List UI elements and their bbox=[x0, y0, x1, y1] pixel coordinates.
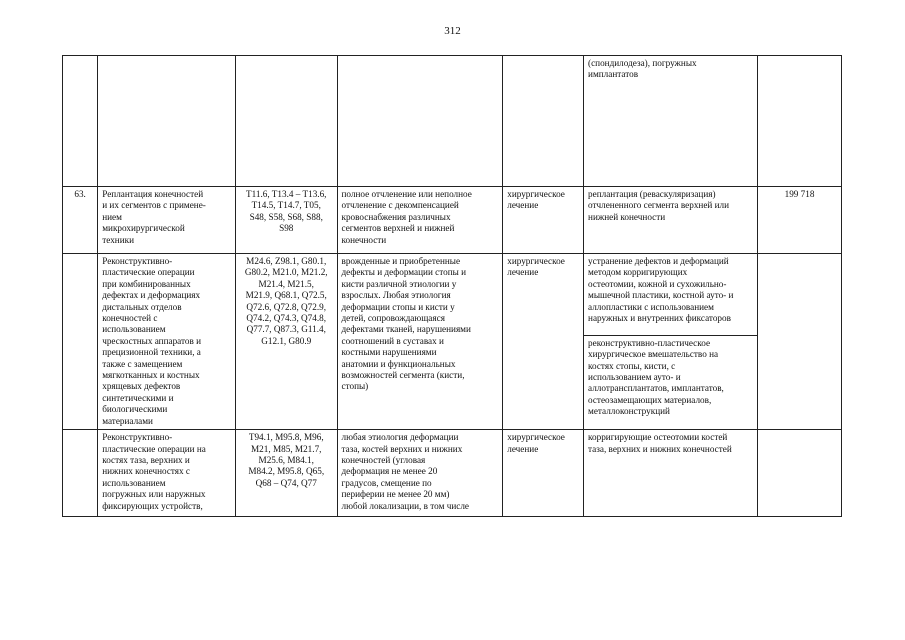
cell-cost bbox=[758, 254, 842, 430]
cell-cost bbox=[758, 56, 842, 187]
cell-treatment-type bbox=[503, 56, 584, 187]
cell-treatment-method: реплантация (реваскуляризация) отчлененного сегмента верхней или нижней конечности bbox=[584, 187, 758, 254]
cell-patient-model bbox=[337, 56, 503, 187]
table-row bbox=[63, 56, 842, 187]
cell-patient-model: любая этиология деформации таза, костей верхних и нижних конечностей (угловая деформация не менее 20 градусов, смещение по периферии не менее 20 мм) любой локализации, в том числе bbox=[337, 430, 503, 517]
cell-treatment-type: хирургическое лечение bbox=[503, 187, 584, 254]
cell-procedure-name bbox=[98, 56, 236, 187]
cell-number bbox=[63, 254, 98, 430]
cell-treatment-type: хирургическое лечение bbox=[503, 254, 584, 430]
table-row bbox=[63, 187, 842, 254]
cell-procedure-name: Реконструктивно- пластические операции на костях таза, верхних и нижних конечностях с использованием погружных или наружных фиксирующих устройств, bbox=[98, 430, 236, 517]
cell-treatment-type: хирургическое лечение bbox=[503, 430, 584, 517]
cell-number bbox=[63, 430, 98, 517]
cell-patient-model: полное отчленение или неполное отчленение с декомпенсацией кровоснабжения различных сегментов верхней и нижней конечности bbox=[337, 187, 503, 254]
cell-treatment-method: (спондилодеза), погружных имплантатов bbox=[584, 56, 758, 187]
cell-icd-codes: M24.6, Z98.1, G80.1, G80.2, M21.0, M21.2, M21.4, M21.5, M21.9, Q68.1, Q72.5, Q72.6, Q72.8, Q72.9, Q74.2, Q74.3, Q74.8, Q77.7, Q87.3, G11.4, G12.1, G80.9 bbox=[235, 254, 337, 430]
cell-procedure-name: Реконструктивно- пластические операции при комбинированных дефектах и деформациях дистальных отделов конечностей с использованием чрескостных аппаратов и прецизионной техники, а также с замещением мягкотканных и костных хрящевых дефектов синтетическими и биологическими материалами bbox=[98, 254, 236, 430]
medical-procedures-table bbox=[62, 55, 842, 517]
cell-icd-codes bbox=[235, 56, 337, 187]
cell-cost bbox=[758, 430, 842, 517]
table-row bbox=[63, 254, 842, 336]
cell-number: 63. bbox=[63, 187, 98, 254]
cell-treatment-method: устранение дефектов и деформаций методом корригирующих остеотомии, кожной и сухожильно- мышечной пластики, костной ауто- и аллопластики с использованием наружных и внутренних фиксаторов bbox=[584, 254, 758, 336]
cell-patient-model: врожденные и приобретенные дефекты и деформации стопы и кисти различной этиологии у взрослых. Любая этиология деформации стопы и кисти у детей, сопровождающаяся дефектами тканей, нарушениями соотношений в суставах и костными нарушениями анатомии и функциональных возможностей сегмента (кисти, стопы) bbox=[337, 254, 503, 430]
cell-treatment-method: реконструктивно-пластическое хирургическое вмешательство на костях стопы, кисти, с использованием ауто- и аллотрансплантатов, имплантатов, остеозамещающих материалов, металлоконструкций bbox=[584, 335, 758, 429]
page-number: 312 bbox=[444, 25, 461, 37]
cell-icd-codes: T94.1, M95.8, M96, M21, M85, M21.7, M25.6, M84.1, M84.2, M95.8, Q65, Q68 – Q74, Q77 bbox=[235, 430, 337, 517]
cell-treatment-method: корригирующие остеотомии костей таза, верхних и нижних конечностей bbox=[584, 430, 758, 517]
table-row bbox=[63, 430, 842, 517]
cell-cost: 199 718 bbox=[758, 187, 842, 254]
cell-number bbox=[63, 56, 98, 187]
cell-procedure-name: Реплантация конечностей и их сегментов с примене- нием микрохирургической техники bbox=[98, 187, 236, 254]
cell-icd-codes: T11.6, T13.4 – T13.6, T14.5, T14.7, T05, S48, S58, S68, S88, S98 bbox=[235, 187, 337, 254]
